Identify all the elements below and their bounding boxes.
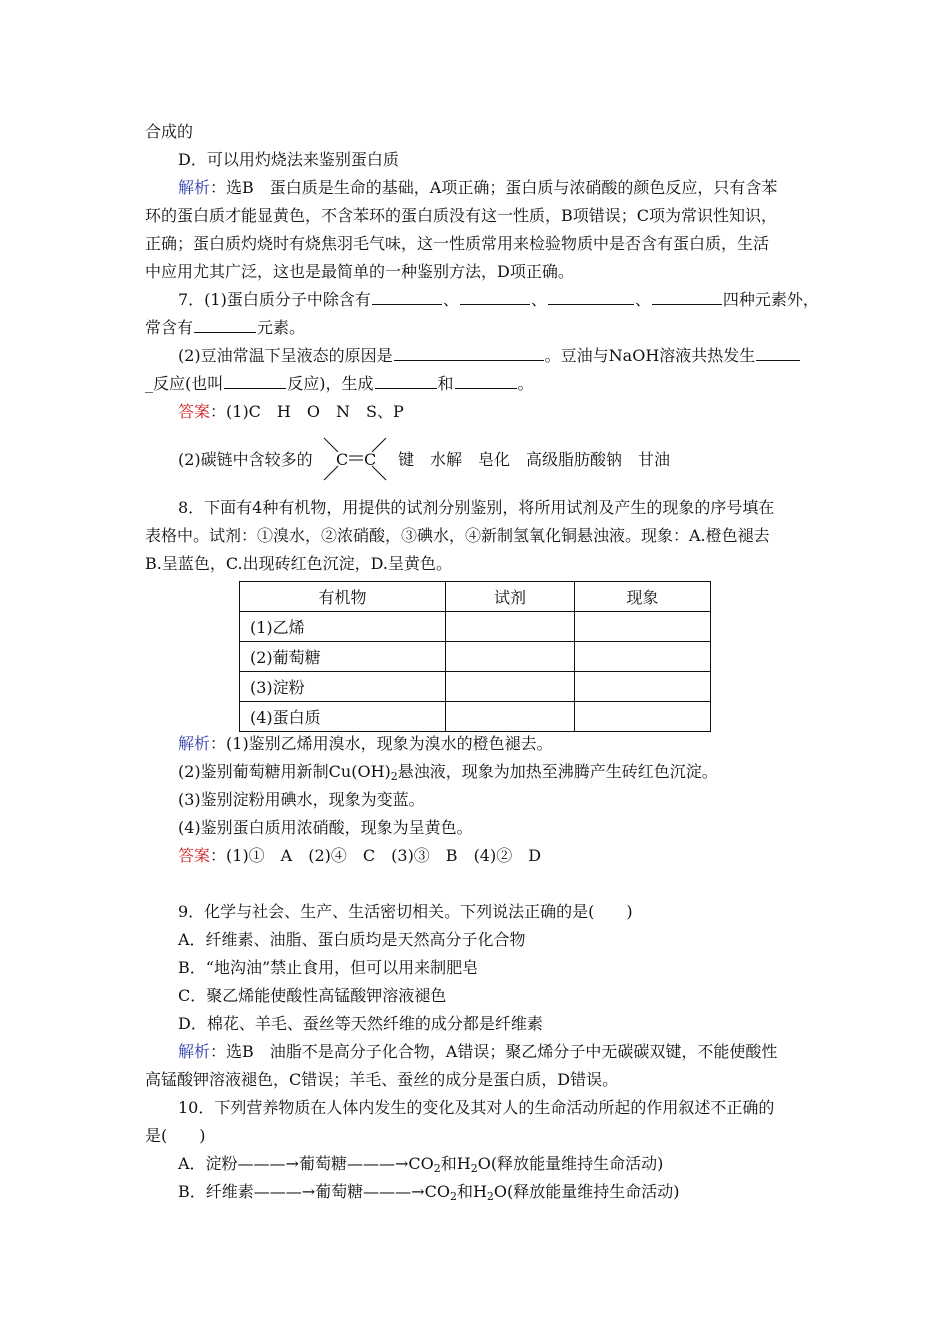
option-text: O(释放能量维持生命活动) bbox=[477, 1154, 664, 1173]
table-header: 试剂 bbox=[446, 582, 575, 612]
question-7-part2-cont bbox=[145, 372, 534, 396]
table-cell-empty bbox=[575, 672, 711, 702]
answer-blank bbox=[548, 288, 634, 305]
table-header: 现象 bbox=[575, 582, 711, 612]
option-d: D．棉花、羊毛、蚕丝等天然纤维的成分都是纤维素 bbox=[178, 1014, 543, 1033]
analysis-label: 解析 bbox=[178, 734, 211, 753]
analysis-8-line3: (3)鉴别淀粉用碘水，现象为变蓝。 bbox=[178, 790, 425, 809]
answer-blank bbox=[756, 344, 800, 361]
subscript: 2 bbox=[449, 1190, 457, 1203]
analysis-8-line4: (4)鉴别蛋白质用浓硝酸，现象为呈黄色。 bbox=[178, 818, 473, 837]
q7-text: 。豆油与NaOH溶液共热发生 bbox=[544, 346, 756, 365]
table-row bbox=[240, 612, 711, 642]
table-row bbox=[240, 642, 711, 672]
text-line: 正确；蛋白质灼烧时有烧焦羽毛气味，这一性质常用来检验物质中是否含有蛋白质，生活 bbox=[145, 234, 770, 253]
table-cell-empty bbox=[446, 672, 575, 702]
table-header-row bbox=[240, 582, 711, 612]
q7-text: _ bbox=[145, 374, 153, 393]
analysis-text: ：选B 油脂不是高分子化合物，A错误；聚乙烯分子中无碳碳双键，不能使酸性 bbox=[210, 1042, 778, 1061]
answer-blank bbox=[460, 288, 530, 305]
table-cell-empty bbox=[575, 642, 711, 672]
answer-label: 答案 bbox=[178, 402, 211, 421]
carbon-label: C bbox=[336, 450, 349, 469]
q7-text: 四种元素外， bbox=[722, 290, 819, 309]
subscript: 2 bbox=[470, 1162, 478, 1175]
question-7-cont bbox=[145, 316, 305, 340]
q7-sep: 、 bbox=[442, 290, 459, 309]
analysis-8-line2 bbox=[178, 760, 718, 789]
table-cell: (3)淀粉 bbox=[240, 672, 446, 702]
q7-text: 。 bbox=[517, 374, 534, 393]
text-line: 合成的 bbox=[145, 122, 194, 141]
analysis-9-line1 bbox=[178, 1040, 777, 1064]
table-cell: (4)蛋白质 bbox=[240, 702, 446, 732]
option-text: A．淀粉———→葡萄糖———→CO bbox=[178, 1154, 434, 1173]
question-8-cont: B.呈蓝色，C.出现砖红色沉淀，D.呈黄色。 bbox=[145, 554, 452, 573]
text-line: 环的蛋白质才能显黄色，不含苯环的蛋白质没有这一性质，B项错误；C项为常识性知识， bbox=[145, 206, 778, 225]
analysis-label: 解析 bbox=[178, 1042, 211, 1061]
analysis-label: 解析 bbox=[178, 178, 211, 197]
q7-text: 反应(也叫 bbox=[153, 374, 224, 393]
reagent-table bbox=[239, 581, 711, 732]
question-7-part2 bbox=[178, 344, 801, 368]
option-d: D．可以用灼烧法来鉴别蛋白质 bbox=[178, 150, 399, 169]
option-text: O(释放能量维持生命活动) bbox=[493, 1182, 680, 1201]
q7-text: 7．(1)蛋白质分子中除含有 bbox=[178, 290, 371, 309]
table-cell-empty bbox=[446, 702, 575, 732]
answer-blank bbox=[394, 344, 544, 361]
table-cell-empty bbox=[446, 642, 575, 672]
subscript: 2 bbox=[486, 1190, 494, 1203]
table-cell: (1)乙烯 bbox=[240, 612, 446, 642]
table-header: 有机物 bbox=[240, 582, 446, 612]
answer-text: ：(1)C H O N S、P bbox=[210, 402, 404, 421]
question-7 bbox=[178, 288, 819, 312]
carbon-label: C bbox=[364, 450, 377, 469]
q7-sep: 、 bbox=[530, 290, 547, 309]
q7-sep: 、 bbox=[634, 290, 651, 309]
subscript: 2 bbox=[433, 1162, 441, 1175]
answer-text: ：(1)① A (2)④ C (3)③ B (4)② D bbox=[210, 846, 542, 865]
answer-blank bbox=[372, 288, 442, 305]
analysis-text: (2)鉴别葡萄糖用新制Cu(OH) bbox=[178, 762, 391, 781]
text-line: 中应用尤其广泛，这也是最简单的一种鉴别方法，D项正确。 bbox=[145, 262, 574, 281]
q7-text: 元素。 bbox=[257, 318, 306, 337]
answer-7-line1 bbox=[178, 400, 404, 424]
q7-text: (2)豆油常温下呈液态的原因是 bbox=[178, 346, 393, 365]
answer-7-line2-rest: 键 水解 皂化 高级脂肪酸钠 甘油 bbox=[398, 450, 671, 469]
table-cell: (2)葡萄糖 bbox=[240, 642, 446, 672]
option-text: 和H bbox=[456, 1182, 487, 1201]
answer-blank bbox=[194, 316, 256, 333]
option-b: B．“地沟油”禁止食用，但可以用来制肥皂 bbox=[178, 958, 479, 977]
option-b bbox=[178, 1180, 680, 1209]
analysis-text: ：选B 蛋白质是生命的基础，A项正确；蛋白质与浓硝酸的颜色反应，只有含苯 bbox=[210, 178, 778, 197]
carbon-double-bond-icon bbox=[320, 436, 390, 482]
answer-label: 答案 bbox=[178, 846, 211, 865]
table-cell-empty bbox=[446, 612, 575, 642]
table-row bbox=[240, 702, 711, 732]
analysis-9-line2: 高锰酸钾溶液褪色，C错误；羊毛、蚕丝的成分是蛋白质，D错误。 bbox=[145, 1070, 619, 1089]
answer-blank bbox=[652, 288, 722, 305]
table-cell-empty bbox=[575, 612, 711, 642]
option-text: 和H bbox=[440, 1154, 471, 1173]
q7-text: 反应)，生成 bbox=[287, 374, 374, 393]
option-c: C．聚乙烯能使酸性高锰酸钾溶液褪色 bbox=[178, 986, 447, 1005]
question-8-cont: 表格中。试剂：①溴水，②浓硝酸，③碘水，④新制氢氧化铜悬浊液。现象：A.橙色褪去 bbox=[145, 526, 770, 545]
answer-blank bbox=[455, 372, 517, 389]
question-9: 9．化学与社会、生产、生活密切相关。下列说法正确的是( ) bbox=[178, 902, 633, 921]
question-8: 8．下面有4种有机物，用提供的试剂分别鉴别，将所用试剂及产生的现象的序号填在 bbox=[178, 498, 775, 517]
option-a bbox=[178, 1152, 663, 1181]
q7-text: 常含有 bbox=[145, 318, 194, 337]
table-row bbox=[240, 672, 711, 702]
option-text: B．纤维素———→葡萄糖———→CO bbox=[178, 1182, 450, 1201]
analysis-8-line1 bbox=[178, 732, 553, 756]
q7-text: 和 bbox=[437, 374, 454, 393]
question-10: 10．下列营养物质在人体内发生的变化及其对人的生命活动所起的作用叙述不正确的 bbox=[178, 1098, 775, 1117]
answer-blank bbox=[375, 372, 437, 389]
answer-8 bbox=[178, 844, 541, 868]
answer-7-line2: (2)碳链中含较多的 bbox=[178, 450, 313, 469]
table-cell-empty bbox=[575, 702, 711, 732]
analysis-text: 悬浊液，现象为加热至沸腾产生砖红色沉淀。 bbox=[397, 762, 718, 781]
analysis-line bbox=[178, 176, 777, 200]
answer-blank bbox=[224, 372, 286, 389]
option-a: A．纤维素、油脂、蛋白质均是天然高分子化合物 bbox=[178, 930, 526, 949]
subscript: 2 bbox=[390, 770, 398, 783]
analysis-text: ：(1)鉴别乙烯用溴水，现象为溴水的橙色褪去。 bbox=[210, 734, 553, 753]
question-10-cont: 是( ) bbox=[145, 1126, 206, 1145]
